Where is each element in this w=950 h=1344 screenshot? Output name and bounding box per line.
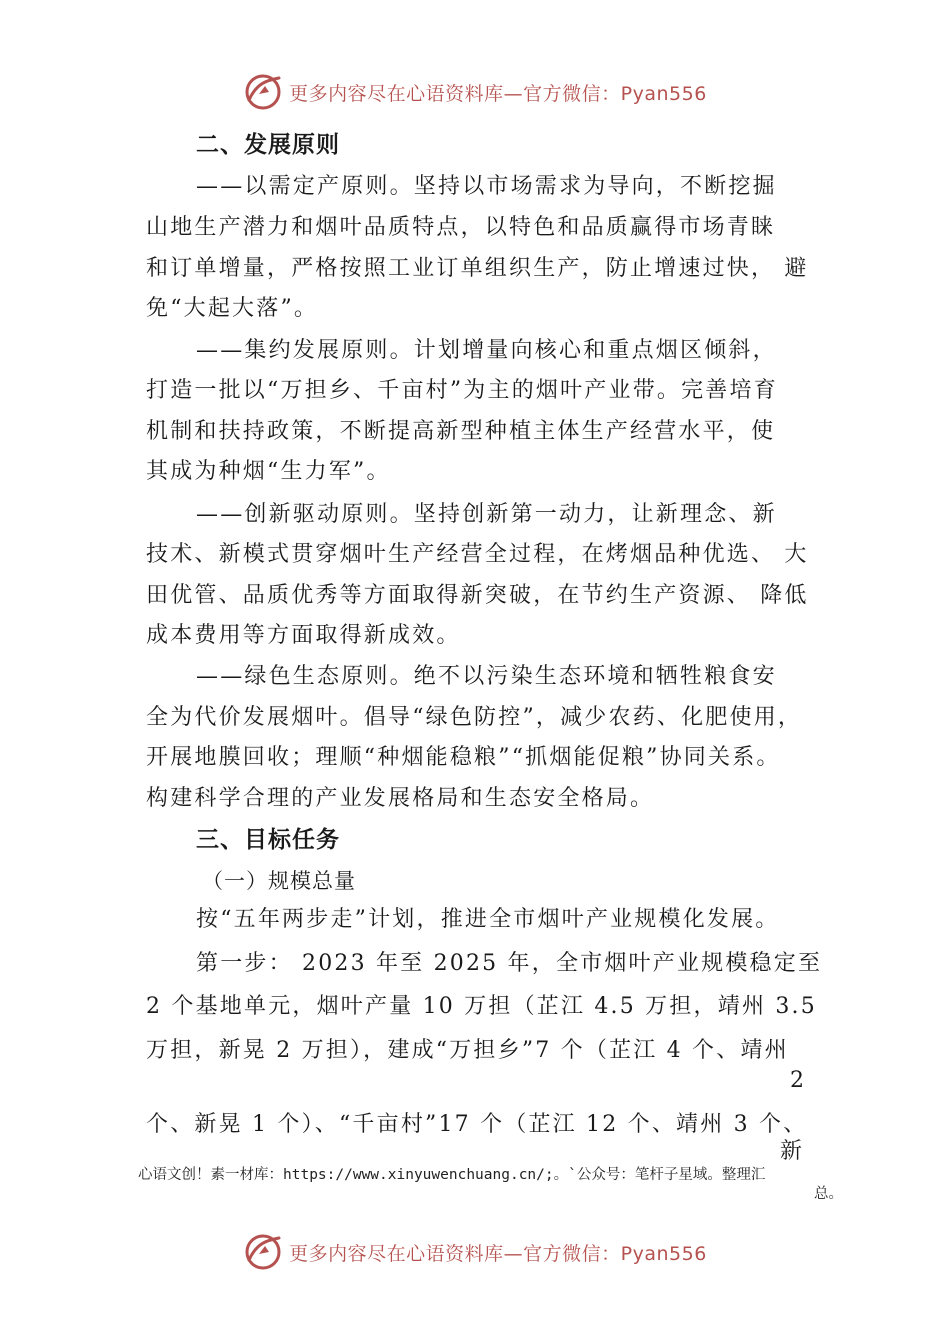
paragraph-line: 构建科学合理的产业发展格局和生态安全格局。 [146, 786, 655, 811]
paragraph-line: 技术、新模式贯穿烟叶生产经营全过程，在烤烟品种优选、 大 [146, 542, 809, 567]
paragraph-line: 新 [780, 1139, 805, 1164]
paragraph-line: 开展地膜回收；理顺“种烟能稳粮”“抓烟能促粮”协同关系。 [146, 745, 781, 770]
section-heading-targets: 三、目标任务 [196, 827, 340, 853]
banner-text: 更多内容尽在心语资料库—官方微信：Pyan556 [289, 82, 707, 105]
paragraph-line: 成本费用等方面取得新成效。 [146, 623, 461, 648]
paragraph-line: 免“大起大落”。 [146, 296, 319, 321]
paragraph-line: 个、新晃 1 个）、“千亩村”17 个（芷江 12 个、靖州 3 个、 [146, 1112, 808, 1137]
paragraph-line: ——以需定产原则。坚持以市场需求为导向，不断挖掘 [196, 174, 777, 199]
footer-line: 心语文创！素一材库：https://www.xinyuwenchuang.cn/;。`公众号：笔杆子星域。整理汇 [138, 1167, 766, 1183]
paragraph-line: 按“五年两步走”计划，推进全市烟叶产业规模化发展。 [196, 907, 780, 932]
paragraph-line: 万担，新晃 2 万担），建成“万担乡”7 个（芷江 4 个、靖州 [146, 1038, 789, 1063]
paragraph-line: 全为代价发展烟叶。倡导“绿色防控”，减少农药、化肥使用， [146, 705, 803, 730]
subsection-heading-scale: （一）规模总量 [202, 869, 356, 893]
paragraph-line: ——创新驱动原则。坚持创新第一动力，让新理念、新 [196, 502, 777, 527]
footer-note [138, 1166, 843, 1204]
banner-text: 更多内容尽在心语资料库—官方微信：Pyan556 [289, 1242, 707, 1265]
paragraph-line: ——集约发展原则。计划增量向核心和重点烟区倾斜， [196, 338, 777, 363]
paragraph-line: 机制和扶持政策，不断提高新型种植主体生产经营水平，使 [146, 419, 776, 444]
paragraph-line: 山地生产潜力和烟叶品质特点，以特色和品质赢得市场青睐 [146, 215, 776, 240]
paragraph-line: 和订单增量，严格按照工业订单组织生产，防止增速过快， 避 [146, 256, 809, 281]
paragraph-line: 田优管、品质优秀等方面取得新突破，在节约生产资源、 降低 [146, 583, 809, 608]
paragraph-line: 第一步： 2023 年至 2025 年，全市烟叶产业规模稳定至 [196, 951, 823, 976]
paragraph-line: 2 [790, 1068, 807, 1093]
paragraph-line: 2 个基地单元，烟叶产量 10 万担（芷江 4.5 万担，靖州 3.5 [146, 994, 817, 1019]
section-heading-principles: 二、发展原则 [196, 132, 340, 158]
brand-logo-icon [243, 1232, 283, 1272]
paragraph-line: ——绿色生态原则。绝不以污染生态环境和牺牲粮食安 [196, 664, 777, 689]
bottom-banner [0, 1230, 950, 1274]
paragraph-line: 打造一批以“万担乡、千亩村”为主的烟叶产业带。完善培育 [146, 378, 778, 403]
footer-line: 总。 [814, 1186, 843, 1202]
paragraph-line: 其成为种烟“生力军”。 [146, 459, 391, 484]
